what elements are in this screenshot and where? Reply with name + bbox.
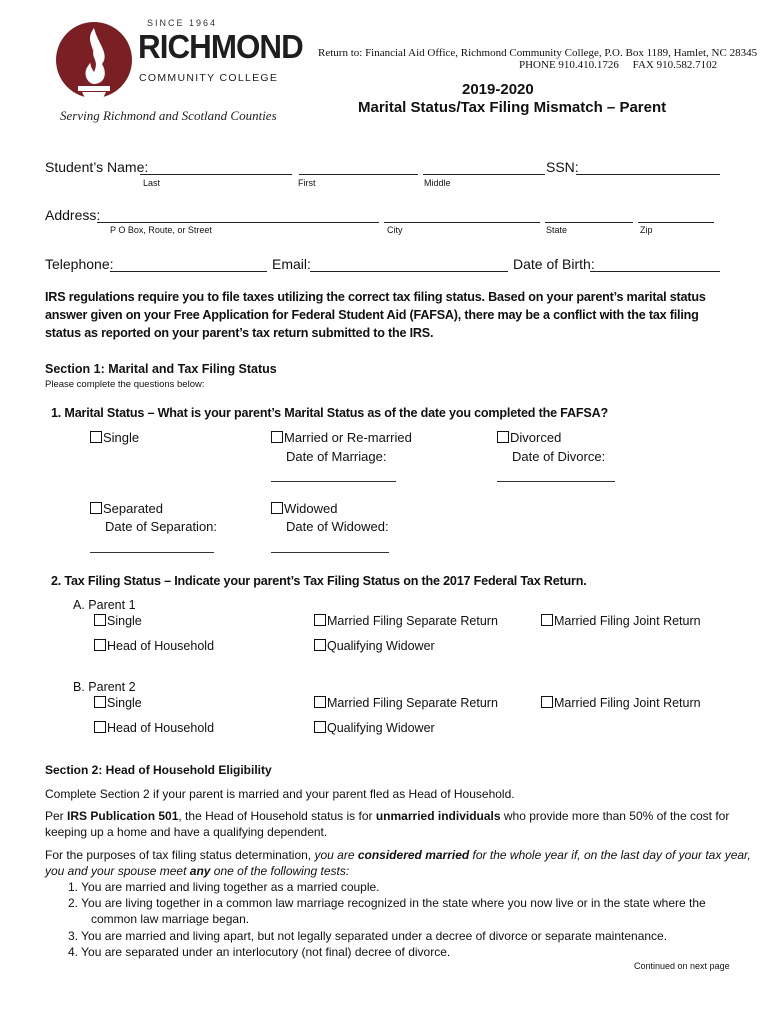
checkbox[interactable] bbox=[314, 696, 326, 708]
section1-instruction: Please complete the questions below: bbox=[45, 379, 205, 390]
telephone-label: Telephone: bbox=[45, 256, 114, 272]
state-caption: State bbox=[546, 225, 568, 235]
divorced-date-field[interactable] bbox=[497, 480, 615, 482]
checkbox[interactable] bbox=[94, 639, 106, 651]
first-name-field[interactable] bbox=[299, 159, 418, 175]
married-date-label: Date of Marriage: bbox=[286, 449, 387, 464]
p2-single-option[interactable]: Single bbox=[94, 696, 142, 710]
marital-married-option[interactable]: Married or Re-married bbox=[271, 430, 412, 445]
checkbox[interactable] bbox=[314, 639, 326, 651]
section2-paragraph-3b: you and your spouse meet any one of the following tests: bbox=[45, 864, 350, 878]
continued-note: Continued on next page bbox=[634, 961, 730, 971]
separated-date-field[interactable] bbox=[90, 551, 214, 553]
parent-1-label: A. Parent 1 bbox=[73, 598, 136, 612]
p1-single-option[interactable]: Single bbox=[94, 614, 142, 628]
parent-2-label: B. Parent 2 bbox=[73, 680, 136, 694]
p2-mfj-option[interactable]: Married Filing Joint Return bbox=[541, 696, 701, 710]
checkbox[interactable] bbox=[314, 721, 326, 733]
form-year: 2019-2020 bbox=[462, 81, 534, 98]
irs-notice-line-2: answer given on your Free Application for Federal Student Aid (FAFSA), there may be a conflict with the tax filing bbox=[45, 308, 699, 322]
street-field[interactable] bbox=[97, 207, 379, 223]
flame-torch-icon bbox=[52, 14, 136, 104]
middle-caption: Middle bbox=[424, 178, 451, 188]
email-label: Email: bbox=[272, 256, 311, 272]
form-title: Marital Status/Tax Filing Mismatch – Parent bbox=[358, 99, 667, 116]
return-address: Return to: Financial Aid Office, Richmond Community College, P.O. Box 1189, Hamlet, NC 28345 bbox=[318, 47, 758, 59]
checkbox[interactable] bbox=[271, 431, 283, 443]
test-item-1: 1. You are married and living together as a married couple. bbox=[68, 880, 380, 894]
married-date-field[interactable] bbox=[271, 480, 396, 482]
question-1: 1. Marital Status – What is your parent’s Marital Status as of the date you completed the FAFSA? bbox=[51, 406, 608, 420]
irs-notice-line-1: IRS regulations require you to file taxes utilizing the correct tax filing status. Based on your parent’s marital status bbox=[45, 290, 706, 304]
p2-mfs-option[interactable]: Married Filing Separate Return bbox=[314, 696, 498, 710]
marital-separated-option[interactable]: Separated bbox=[90, 501, 163, 516]
last-caption: Last bbox=[143, 178, 161, 188]
checkbox[interactable] bbox=[271, 502, 283, 514]
checkbox[interactable] bbox=[497, 431, 509, 443]
email-field[interactable] bbox=[310, 256, 508, 272]
checkbox[interactable] bbox=[94, 696, 106, 708]
college-logo bbox=[52, 14, 303, 106]
city-field[interactable] bbox=[384, 207, 540, 223]
test-item-4: 4. You are separated under an interlocutory (not final) decree of divorce. bbox=[68, 945, 451, 959]
marital-widowed-option[interactable]: Widowed bbox=[271, 501, 337, 516]
checkbox[interactable] bbox=[90, 431, 102, 443]
middle-name-field[interactable] bbox=[423, 159, 545, 175]
dob-field[interactable] bbox=[590, 256, 720, 272]
p1-hoh-option[interactable]: Head of Household bbox=[94, 639, 214, 653]
section1-title: Section 1: Marital and Tax Filing Status bbox=[45, 362, 277, 376]
student-name-label: Student’s Name: bbox=[45, 159, 149, 175]
marital-divorced-option[interactable]: Divorced bbox=[497, 430, 561, 445]
question-2: 2. Tax Filing Status – Indicate your parent’s Tax Filing Status on the 2017 Federal Tax Return. bbox=[51, 574, 587, 588]
city-caption: City bbox=[387, 225, 403, 235]
checkbox[interactable] bbox=[314, 614, 326, 626]
divorced-date-label: Date of Divorce: bbox=[512, 449, 606, 464]
state-field[interactable] bbox=[545, 207, 633, 223]
dob-label: Date of Birth: bbox=[513, 256, 595, 272]
phone-fax: PHONE 910.410.1726 FAX 910.582.7102 bbox=[519, 59, 718, 71]
p1-mfs-option[interactable]: Married Filing Separate Return bbox=[314, 614, 498, 628]
checkbox[interactable] bbox=[94, 721, 106, 733]
p2-qw-option[interactable]: Qualifying Widower bbox=[314, 721, 435, 735]
section2-paragraph-2: Per IRS Publication 501, the Head of Household status is for unmarried individuals who provide more than 50% of the cost for bbox=[45, 809, 730, 823]
tagline: Serving Richmond and Scotland Counties bbox=[60, 108, 277, 123]
checkbox[interactable] bbox=[94, 614, 106, 626]
section2-paragraph-3: For the purposes of tax filing status determination, you are considered married for the whole year if, on the last day of your tax year, bbox=[45, 848, 751, 862]
telephone-field[interactable] bbox=[110, 256, 267, 272]
irs-notice-line-3: status as reported on your parent’s tax return submitted to the IRS. bbox=[45, 326, 434, 340]
p1-mfj-option[interactable]: Married Filing Joint Return bbox=[541, 614, 701, 628]
section2-paragraph-2b: keeping up a home and have a qualifying dependent. bbox=[45, 825, 328, 839]
widowed-date-field[interactable] bbox=[271, 551, 389, 553]
marital-single-option[interactable]: Single bbox=[90, 430, 139, 445]
since-text: SINCE 1964 bbox=[147, 18, 218, 28]
test-item-3: 3. You are married and living apart, but not legally separated under a decree of divorce or separate maintenance. bbox=[68, 929, 668, 943]
test-item-2-cont: common law marriage began. bbox=[91, 912, 250, 926]
address-label: Address: bbox=[45, 207, 101, 223]
college-name: RICHMOND bbox=[138, 28, 303, 65]
ssn-field[interactable] bbox=[576, 159, 720, 175]
widowed-date-label: Date of Widowed: bbox=[286, 519, 389, 534]
p2-hoh-option[interactable]: Head of Household bbox=[94, 721, 214, 735]
separated-date-label: Date of Separation: bbox=[105, 519, 218, 534]
checkbox[interactable] bbox=[90, 502, 102, 514]
checkbox[interactable] bbox=[541, 614, 553, 626]
last-name-field[interactable] bbox=[140, 159, 292, 175]
checkbox[interactable] bbox=[541, 696, 553, 708]
street-caption: P O Box, Route, or Street bbox=[110, 225, 212, 235]
section2-title: Section 2: Head of Household Eligibility bbox=[45, 763, 272, 777]
zip-field[interactable] bbox=[638, 207, 714, 223]
zip-caption: Zip bbox=[640, 225, 653, 235]
p1-qw-option[interactable]: Qualifying Widower bbox=[314, 639, 435, 653]
college-subtitle: COMMUNITY COLLEGE bbox=[139, 72, 279, 84]
section2-paragraph-1: Complete Section 2 if your parent is married and your parent fled as Head of Household. bbox=[45, 787, 515, 801]
test-item-2: 2. You are living together in a common law marriage recognized in the state where you now live or in the state where the bbox=[68, 896, 706, 910]
ssn-label: SSN: bbox=[546, 159, 579, 175]
first-caption: First bbox=[298, 178, 316, 188]
